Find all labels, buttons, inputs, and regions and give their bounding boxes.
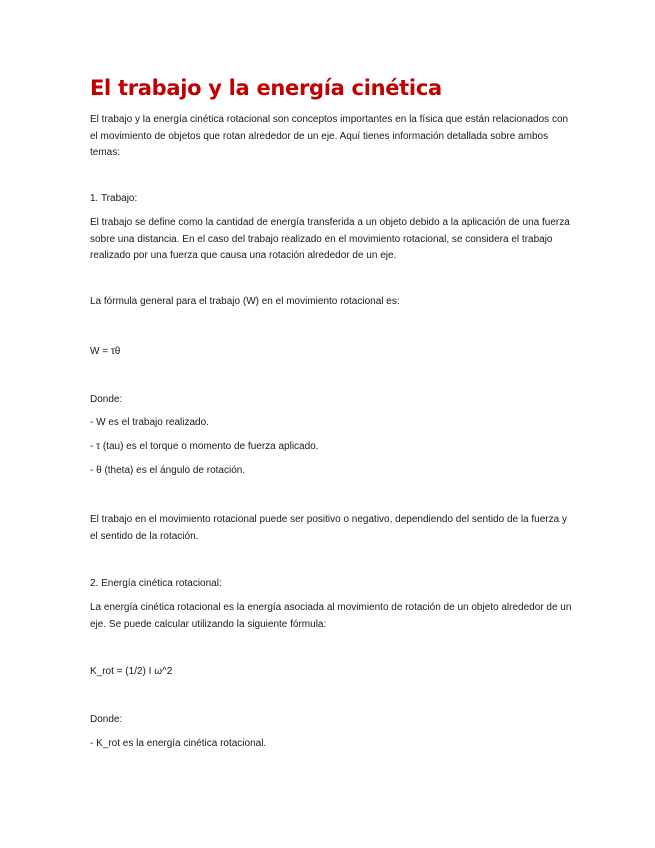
list-item: - K_rot es la energía cinética rotacional. (90, 738, 267, 749)
kinetic-energy-formula: K_rot = (1/2) I ω^2 (90, 666, 173, 677)
where-label-2: Donde: (90, 714, 123, 725)
list-item: - τ (tau) es el torque o momento de fuerza aplicado. (90, 441, 319, 452)
list-item: - θ (theta) es el ángulo de rotación. (90, 465, 246, 476)
section-1-paragraph: El trabajo se define como la cantidad de energía transferida a un objeto debido a la aplicación de una fuerza sobre una distancia. En el caso del trabajo realizado en el movimiento rotacional, se considera el trabajo realizado por una fuerza que causa una rotación alrededor de un eje. (90, 217, 570, 261)
section-2-heading: 2. Energía cinética rotacional: (90, 578, 222, 589)
document-title: El trabajo y la energía cinética (90, 76, 442, 100)
section-2-paragraph: La energía cinética rotacional es la energía asociada al movimiento de rotación de un objeto alrededor de un eje. Se puede calcular utilizando la siguiente fórmula: (90, 602, 572, 630)
list-item: - W es el trabajo realizado. (90, 417, 209, 428)
where-label-1: Donde: (90, 394, 123, 405)
section-1-heading: 1. Trabajo: (90, 193, 138, 204)
intro-paragraph: El trabajo y la energía cinética rotacional son conceptos importantes en la física que están relacionados con el movimiento de objetos que rotan alrededor de un eje. Aquí tienes información detallada sobre ambos temas: (90, 114, 569, 158)
work-formula: W = τθ (90, 346, 121, 357)
formula-intro-text: La fórmula general para el trabajo (W) en el movimiento rotacional es: (90, 296, 400, 307)
work-sign-note: El trabajo en el movimiento rotacional puede ser positivo o negativo, dependiendo del sentido de la fuerza y el sentido de la rotación. (90, 514, 567, 542)
